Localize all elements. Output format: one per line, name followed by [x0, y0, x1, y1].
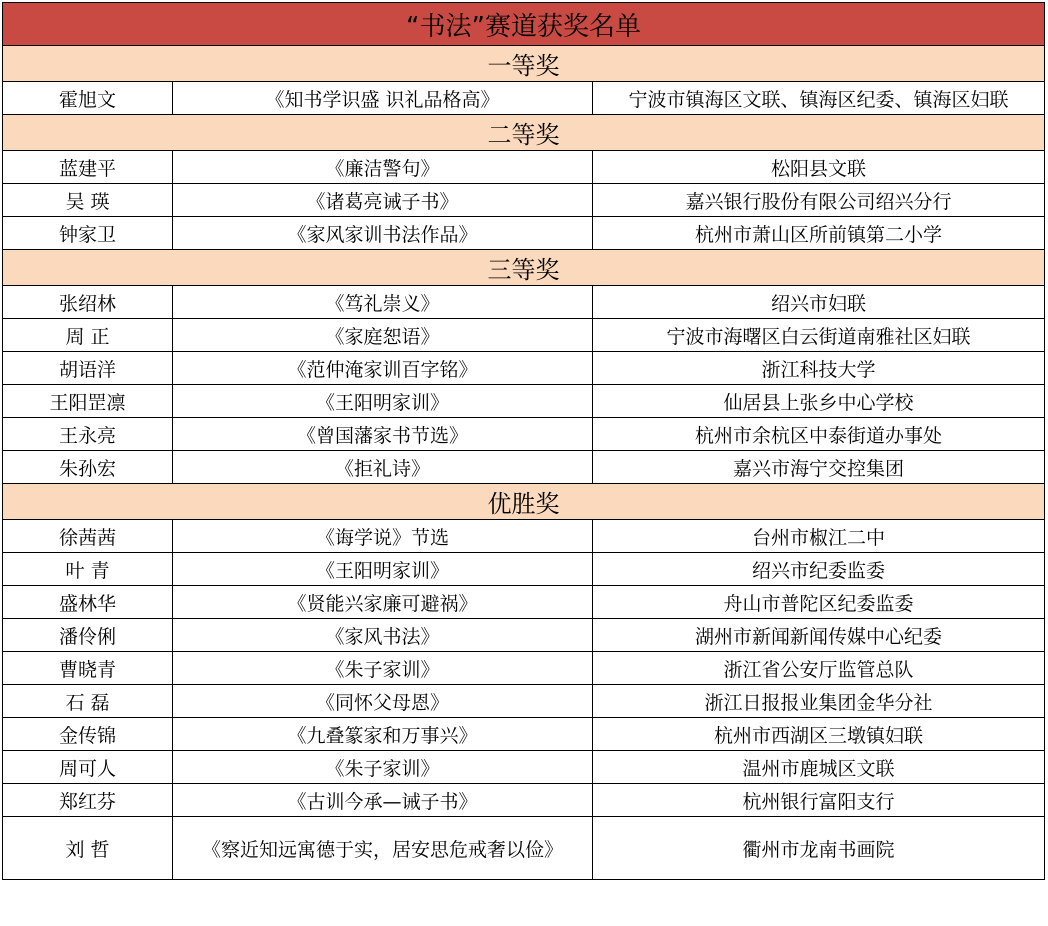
table-row	[3, 418, 1045, 451]
work-unit-cell: 温州市鹿城区文联	[593, 751, 1045, 784]
table-row	[3, 718, 1045, 751]
title-row	[3, 3, 1045, 46]
table-row	[3, 319, 1045, 352]
table-row	[3, 751, 1045, 784]
section-header-row	[3, 484, 1045, 520]
table-row	[3, 352, 1045, 385]
work-title-cell: 《家庭恕语》	[173, 319, 593, 352]
work-title-cell: 《范仲淹家训百字铭》	[173, 352, 593, 385]
table-row	[3, 286, 1045, 319]
section-label: 一等奖	[3, 46, 1045, 82]
table-row	[3, 784, 1045, 817]
work-unit-cell: 杭州银行富阳支行	[593, 784, 1045, 817]
work-unit-cell: 台州市椒江二中	[593, 520, 1045, 553]
table-row	[3, 385, 1045, 418]
award-table-body	[3, 3, 1045, 880]
winner-name-cell: 朱孙宏	[3, 451, 173, 484]
winner-name-cell: 曹晓青	[3, 652, 173, 685]
work-unit-cell: 舟山市普陀区纪委监委	[593, 586, 1045, 619]
work-title-cell: 《同怀父母恩》	[173, 685, 593, 718]
table-row	[3, 586, 1045, 619]
section-header-row	[3, 250, 1045, 286]
table-row	[3, 184, 1045, 217]
work-title-cell: 《家风家训书法作品》	[173, 217, 593, 250]
winner-name-cell: 徐茜茜	[3, 520, 173, 553]
work-title-cell: 《拒礼诗》	[173, 451, 593, 484]
work-title-cell: 《朱子家训》	[173, 652, 593, 685]
work-title-cell: 《廉洁警句》	[173, 151, 593, 184]
work-title-cell: 《王阳明家训》	[173, 553, 593, 586]
work-title-cell: 《家风书法》	[173, 619, 593, 652]
table-row	[3, 553, 1045, 586]
winner-name-cell: 刘 哲	[3, 817, 173, 880]
table-row	[3, 685, 1045, 718]
winner-name-cell: 钟家卫	[3, 217, 173, 250]
work-title-cell: 《朱子家训》	[173, 751, 593, 784]
work-unit-cell: 嘉兴银行股份有限公司绍兴分行	[593, 184, 1045, 217]
work-title-cell: 《知书学识盛 识礼品格高》	[173, 82, 593, 115]
work-unit-cell: 宁波市海曙区白云街道南雅社区妇联	[593, 319, 1045, 352]
work-unit-cell: 仙居县上张乡中心学校	[593, 385, 1045, 418]
work-unit-cell: 浙江日报报业集团金华分社	[593, 685, 1045, 718]
work-unit-cell: 绍兴市妇联	[593, 286, 1045, 319]
work-title-cell: 《诲学说》节选	[173, 520, 593, 553]
work-unit-cell: 衢州市龙南书画院	[593, 817, 1045, 880]
winner-name-cell: 张绍林	[3, 286, 173, 319]
table-row	[3, 619, 1045, 652]
table-row	[3, 817, 1045, 880]
work-title-cell: 《王阳明家训》	[173, 385, 593, 418]
work-unit-cell: 湖州市新闻新闻传媒中心纪委	[593, 619, 1045, 652]
winner-name-cell: 周可人	[3, 751, 173, 784]
table-row	[3, 520, 1045, 553]
winner-name-cell: 盛林华	[3, 586, 173, 619]
section-label: 二等奖	[3, 115, 1045, 151]
work-title-cell: 《曾国藩家书节选》	[173, 418, 593, 451]
award-list-table	[2, 2, 1045, 880]
work-unit-cell: 杭州市萧山区所前镇第二小学	[593, 217, 1045, 250]
table-row	[3, 217, 1045, 250]
table-row	[3, 82, 1045, 115]
winner-name-cell: 石 磊	[3, 685, 173, 718]
work-title-cell: 《诸葛亮诫子书》	[173, 184, 593, 217]
winner-name-cell: 王阳罡凛	[3, 385, 173, 418]
work-unit-cell: 嘉兴市海宁交控集团	[593, 451, 1045, 484]
winner-name-cell: 郑红芬	[3, 784, 173, 817]
section-header-row	[3, 46, 1045, 82]
table-row	[3, 151, 1045, 184]
work-title-cell: 《九叠篆家和万事兴》	[173, 718, 593, 751]
winner-name-cell: 潘伶俐	[3, 619, 173, 652]
winner-name-cell: 王永亮	[3, 418, 173, 451]
work-title-cell: 《古训今承—诫子书》	[173, 784, 593, 817]
work-unit-cell: 浙江科技大学	[593, 352, 1045, 385]
work-unit-cell: 杭州市西湖区三墩镇妇联	[593, 718, 1045, 751]
section-label: 三等奖	[3, 250, 1045, 286]
winner-name-cell: 周 正	[3, 319, 173, 352]
work-unit-cell: 宁波市镇海区文联、镇海区纪委、镇海区妇联	[593, 82, 1045, 115]
work-unit-cell: 绍兴市纪委监委	[593, 553, 1045, 586]
winner-name-cell: 蓝建平	[3, 151, 173, 184]
page-title: “书法”赛道获奖名单	[3, 3, 1045, 46]
work-title-cell: 《察近知远寓德于实，居安思危戒奢以俭》	[173, 817, 593, 880]
work-title-cell: 《贤能兴家廉可避祸》	[173, 586, 593, 619]
section-header-row	[3, 115, 1045, 151]
winner-name-cell: 金传锦	[3, 718, 173, 751]
work-unit-cell: 浙江省公安厅监管总队	[593, 652, 1045, 685]
section-label: 优胜奖	[3, 484, 1045, 520]
work-unit-cell: 松阳县文联	[593, 151, 1045, 184]
table-row	[3, 451, 1045, 484]
table-row	[3, 652, 1045, 685]
work-unit-cell: 杭州市余杭区中泰街道办事处	[593, 418, 1045, 451]
winner-name-cell: 吴 瑛	[3, 184, 173, 217]
winner-name-cell: 叶 青	[3, 553, 173, 586]
winner-name-cell: 霍旭文	[3, 82, 173, 115]
work-title-cell: 《笃礼崇义》	[173, 286, 593, 319]
winner-name-cell: 胡语洋	[3, 352, 173, 385]
